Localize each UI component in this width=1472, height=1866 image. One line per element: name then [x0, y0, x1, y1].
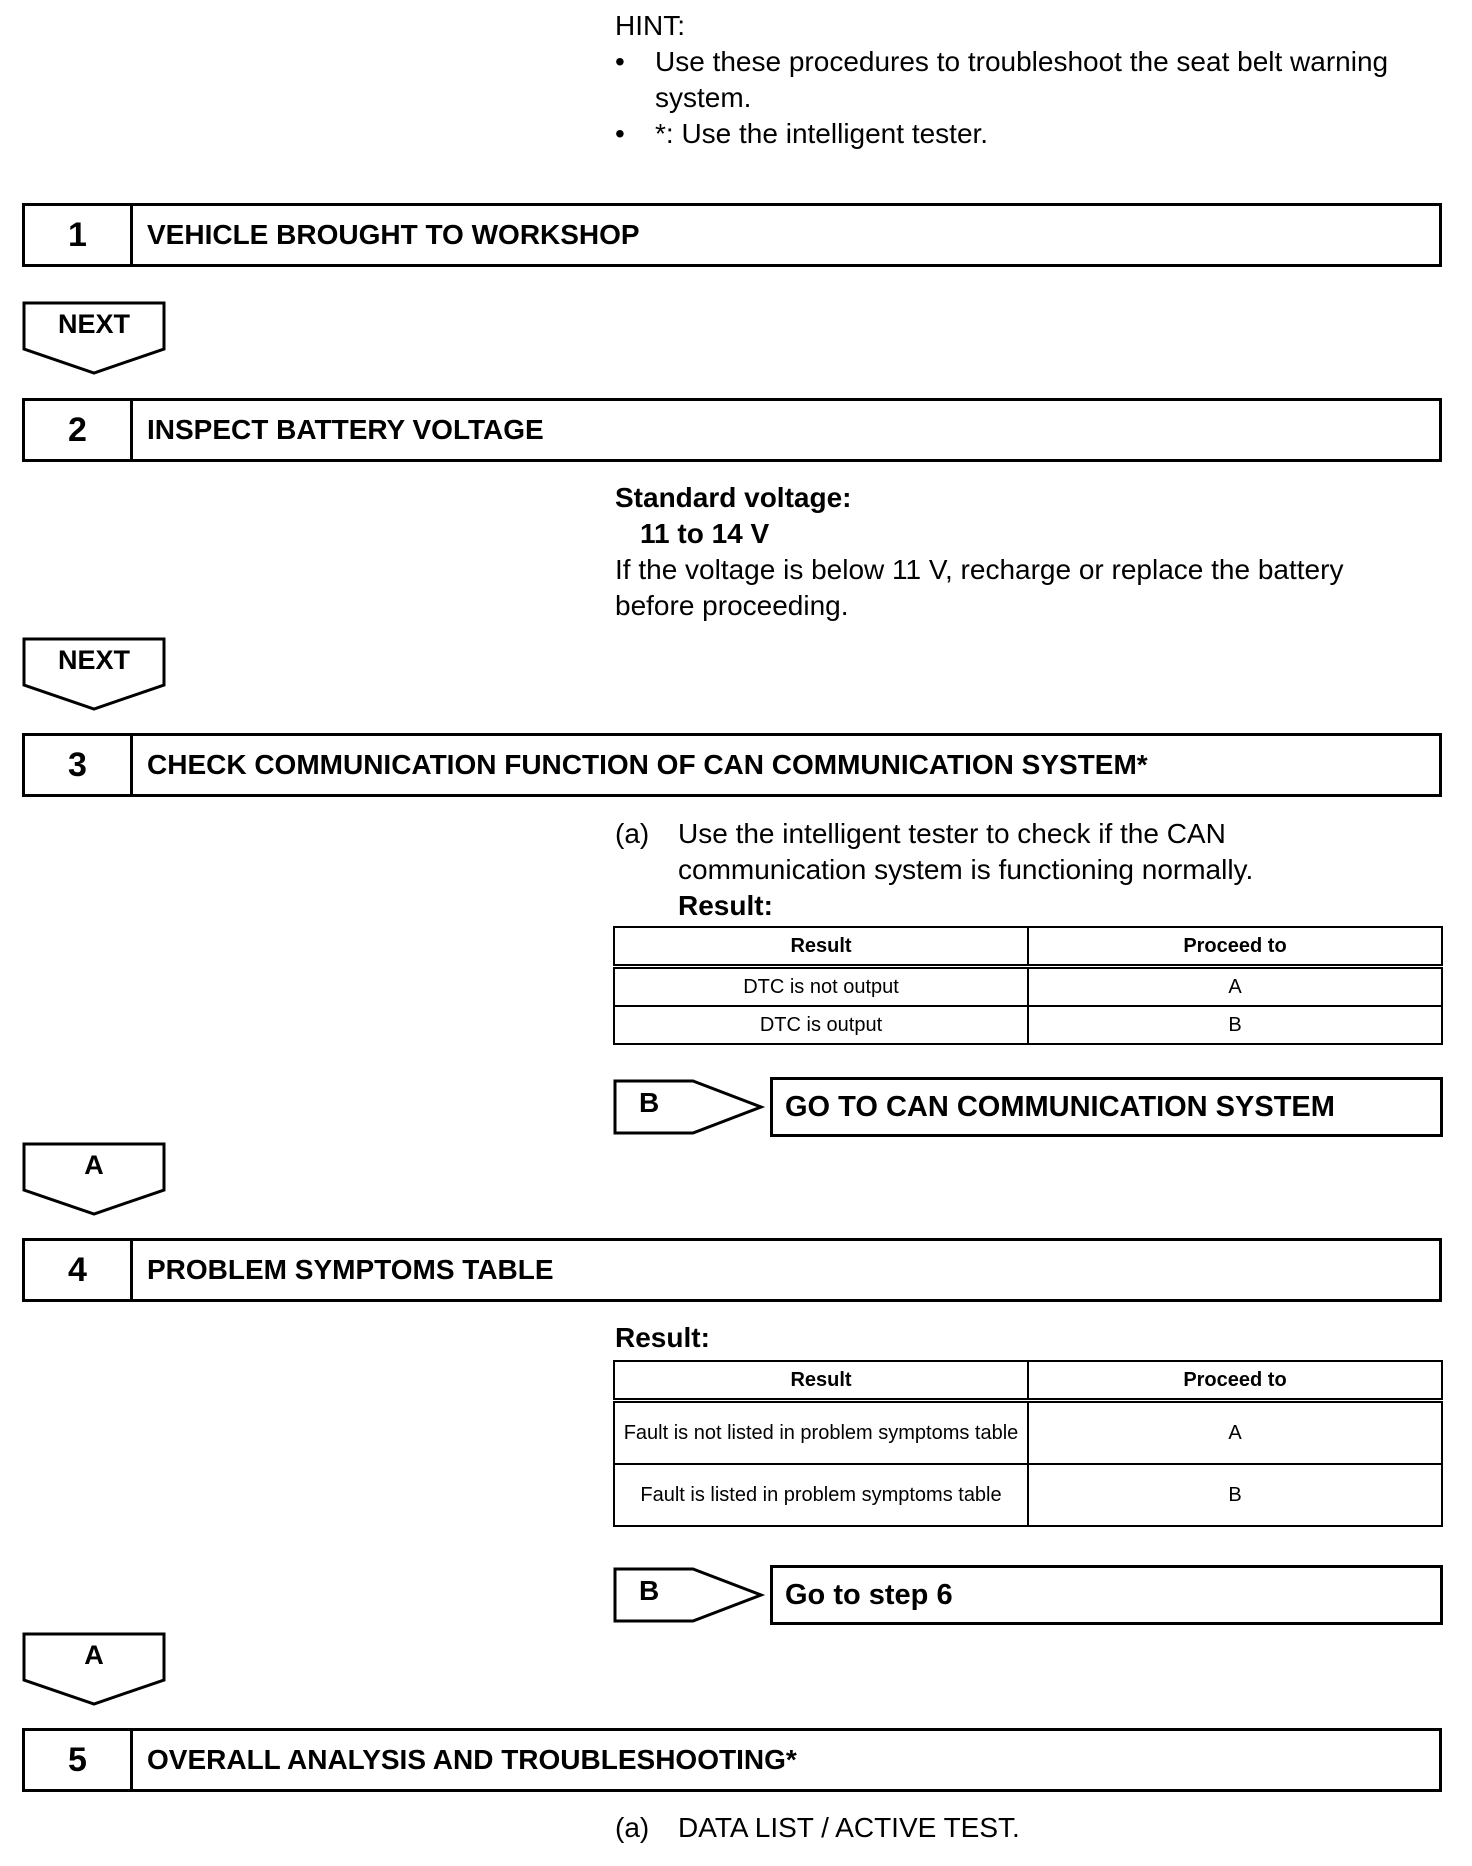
result-table [613, 1360, 1443, 1527]
a-label: A [84, 1640, 104, 1670]
table-cell: Fault is listed in problem symptoms table [614, 1464, 1028, 1526]
step-number: 1 [25, 206, 133, 264]
hint-bullet-text: Use these procedures to troubleshoot the seat belt warning system. [655, 46, 1389, 113]
step-number: 2 [25, 401, 133, 459]
next-arrow [22, 301, 168, 375]
step-title: OVERALL ANALYSIS AND TROUBLESHOOTING* [147, 1744, 797, 1775]
branch-target: GO TO CAN COMMUNICATION SYSTEM [770, 1077, 1443, 1137]
result-label: Result: [678, 890, 773, 921]
branch-b [613, 1077, 1443, 1137]
table-cell: Fault is not listed in problem symptoms table [614, 1401, 1028, 1465]
step-5-header [22, 1728, 1442, 1792]
branch-label: B [639, 1575, 660, 1606]
hint-title: HINT: [615, 10, 685, 41]
table-row [614, 1401, 1442, 1465]
battery-note: If the voltage is below 11 V, recharge or replace the battery before proceeding. [615, 554, 1344, 621]
branch-target: Go to step 6 [770, 1565, 1443, 1625]
step-title: PROBLEM SYMPTOMS TABLE [147, 1254, 554, 1285]
step-title: VEHICLE BROUGHT TO WORKSHOP [147, 219, 640, 250]
standard-voltage-label: Standard voltage: [615, 482, 852, 513]
table-header: Result [614, 927, 1028, 967]
item-text: DATA LIST / ACTIVE TEST. [678, 1812, 1020, 1843]
bullet-dot: • [615, 46, 625, 77]
table-row [614, 967, 1442, 1007]
a-arrow [22, 1142, 168, 1216]
step-number: 4 [25, 1241, 133, 1299]
table-cell: B [1028, 1464, 1442, 1526]
next-arrow [22, 637, 168, 711]
result-label: Result: [615, 1322, 710, 1353]
table-row [614, 1006, 1442, 1044]
step-number: 3 [25, 736, 133, 794]
branch-label: B [639, 1087, 660, 1118]
item-marker: (a) [615, 1812, 650, 1843]
branch-b [613, 1565, 1443, 1625]
a-label: A [84, 1150, 104, 1180]
table-cell: A [1028, 1401, 1442, 1465]
next-label: NEXT [57, 309, 130, 339]
a-arrow [22, 1632, 168, 1706]
hint-bullet-text: *: Use the intelligent tester. [655, 118, 989, 149]
result-table [613, 926, 1443, 1045]
next-label: NEXT [57, 645, 130, 675]
item-text: Use the intelligent tester to check if the CAN communication system is functioning normally. [678, 818, 1254, 885]
step-number: 5 [25, 1731, 133, 1789]
step-1-header [22, 203, 1442, 267]
step-title: CHECK COMMUNICATION FUNCTION OF CAN COMMUNICATION SYSTEM* [147, 749, 1148, 780]
table-header: Proceed to [1028, 927, 1442, 967]
right-arrow-icon [613, 1077, 773, 1137]
table-cell: DTC is not output [614, 967, 1028, 1007]
table-cell: B [1028, 1006, 1442, 1044]
step-2-header [22, 398, 1442, 462]
table-header: Result [614, 1361, 1028, 1401]
step-4-header [22, 1238, 1442, 1302]
item-marker: (a) [615, 818, 650, 849]
right-arrow-icon [613, 1565, 773, 1625]
bullet-dot: • [615, 118, 625, 149]
step-title: INSPECT BATTERY VOLTAGE [147, 414, 544, 445]
table-header: Proceed to [1028, 1361, 1442, 1401]
step-3-header [22, 733, 1442, 797]
table-cell: A [1028, 967, 1442, 1007]
table-row [614, 1464, 1442, 1526]
standard-voltage-value: 11 to 14 V [640, 518, 770, 549]
table-cell: DTC is output [614, 1006, 1028, 1044]
